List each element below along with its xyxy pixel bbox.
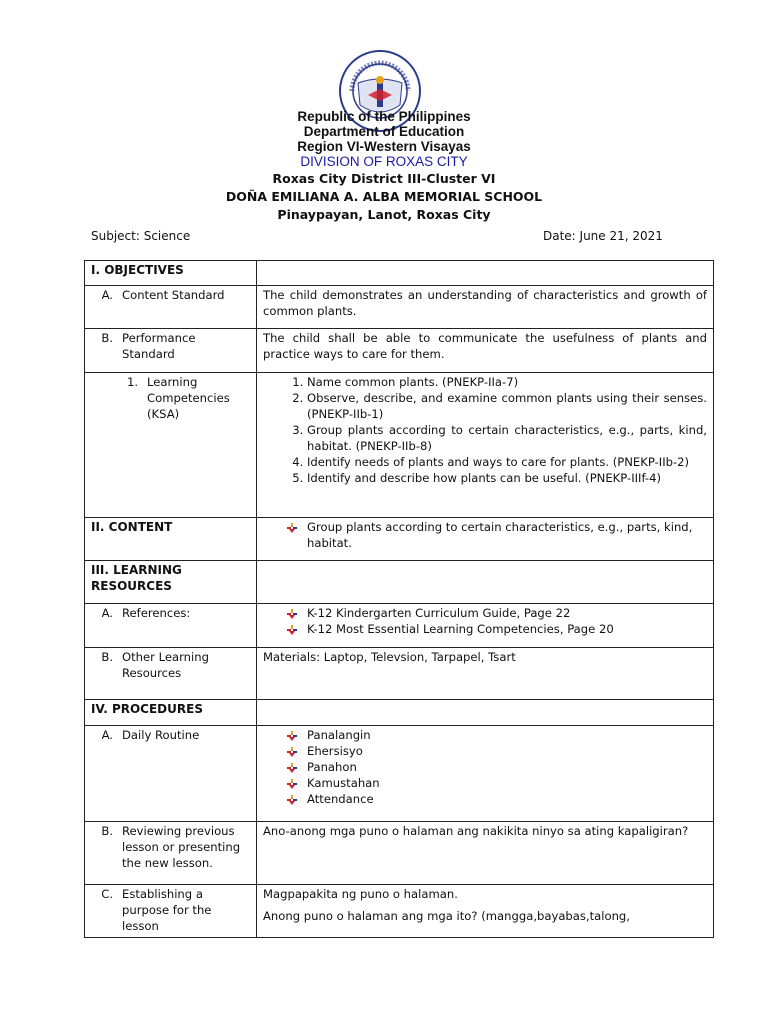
daily-routine-label: Daily Routine: [122, 728, 200, 742]
list-item: Group plants according to certain characteristics, e.g., parts, kind, habitat.: [287, 519, 707, 551]
document-header: [0, 109, 768, 224]
header-division: DIVISION OF ROXAS CITY: [300, 154, 468, 169]
section-resources-title: III. LEARNING RESOURCES: [85, 561, 257, 604]
list-item: 5. Identify and describe how plants can be useful. (PNEKP-IIIf-4): [307, 470, 707, 486]
row-objectives: [85, 261, 714, 286]
reviewing-label: Reviewing previous lesson or presenting the new lesson.: [122, 824, 241, 870]
section-procedures-title: IV. PROCEDURES: [85, 700, 257, 726]
lesson-plan-table: [84, 260, 714, 938]
arrow-bullet-icon: [287, 625, 297, 635]
list-item: Panalangin: [287, 727, 707, 743]
header-republic: Republic of the Philippines: [297, 109, 471, 124]
arrow-bullet-icon: [287, 763, 297, 773]
list-item: Attendance: [287, 791, 707, 807]
row-reviewing: B. Reviewing previous lesson or presenting the new lesson. Ano-anong mga puno o halaman ang nakikita ninyo sa ating kapaligiran?: [85, 822, 714, 885]
arrow-bullet-icon: [287, 747, 297, 757]
header-school: DOÑA EMILIANA A. ALBA MEMORIAL SCHOOL: [225, 189, 543, 204]
performance-standard-text: The child shall be able to communicate the usefulness of plants and practice ways to care for them.: [257, 329, 714, 373]
section-objectives-title: I. OBJECTIVES: [85, 261, 257, 286]
header-department: Department of Education: [303, 124, 465, 139]
arrow-bullet-icon: [287, 731, 297, 741]
row-references: A. References: K-12 Kindergarten Curriculum Guide, Page 22 K-12 Most Essential Learning Competencies, Page 20: [85, 604, 714, 648]
row-learning-resources: [85, 561, 714, 604]
other-resources-label: Other Learning Resources: [122, 650, 209, 680]
header-district: Roxas City District III-Cluster VI: [272, 171, 496, 186]
header-address: Pinaypayan, Lanot, Roxas City: [277, 207, 491, 222]
content-standard-label: Content Standard: [122, 288, 225, 302]
date-label: Date: June 21, 2021: [543, 229, 663, 243]
list-item: 2. Observe, describe, and examine common plants using their senses. (PNEKP-IIb-1): [307, 390, 707, 422]
row-learning-competencies: 1. Learning Competencies (KSA) 1. Name common plants. (PNEKP-IIa-7) 2. Observe, describe, and examine common plants using their senses. (PNEKP-IIb-1) 3. Group plants according to certain characteristics, e.g., parts, kind, habitat. (PNEKP-IIb-8) 4. Identify needs of plants and ways to care for plants. (PNEKP-IIb-2) 5. Identify and describe how plants can be useful. (PNEKP-IIIf-4): [85, 373, 714, 518]
establishing-text-2: Anong puno o halaman ang mga ito? (mangga,bayabas,talong,: [263, 909, 630, 923]
other-resources-text: Materials: Laptop, Televsion, Tarpapel, Tsart: [257, 648, 714, 700]
arrow-bullet-icon: [287, 779, 297, 789]
arrow-bullet-icon: [287, 609, 297, 619]
list-item: K-12 Kindergarten Curriculum Guide, Page 22: [287, 605, 707, 621]
list-item: 4. Identify needs of plants and ways to care for plants. (PNEKP-IIb-2): [307, 454, 707, 470]
list-item: 3. Group plants according to certain characteristics, e.g., parts, kind, habitat. (PNEKP-IIb-8): [307, 422, 707, 454]
references-label: References:: [122, 606, 191, 620]
subject-label: Subject: Science: [91, 229, 191, 243]
row-procedures: [85, 700, 714, 726]
header-region: Region VI-Western Visayas: [297, 139, 471, 154]
performance-standard-label: Performance Standard: [122, 331, 196, 361]
row-performance-standard: B. Performance Standard The child shall be able to communicate the usefulness of plants and practice ways to care for them.: [85, 329, 714, 373]
content-standard-text: The child demonstrates an understanding of characteristics and growth of common plants.: [257, 286, 714, 329]
row-establishing-purpose: C. Establishing a purpose for the lesson Magpapakita ng puno o halaman. Anong puno o halaman ang mga ito? (mangga,bayabas,talong,: [85, 885, 714, 938]
learning-competencies-label: Learning Competencies (KSA): [147, 375, 230, 421]
competencies-list: [263, 374, 707, 486]
row-content: [85, 518, 714, 561]
row-content-standard: A. Content Standard The child demonstrates an understanding of characteristics and growth of common plants.: [85, 286, 714, 329]
section-content-title: II. CONTENT: [85, 518, 257, 561]
row-daily-routine: A. Daily Routine Panalangin Ehersisyo Panahon Kamustahan Attendance: [85, 726, 714, 822]
list-item: Kamustahan: [287, 775, 707, 791]
list-item: Ehersisyo: [287, 743, 707, 759]
row-other-resources: B. Other Learning Resources Materials: Laptop, Televsion, Tarpapel, Tsart: [85, 648, 714, 700]
list-item: Panahon: [287, 759, 707, 775]
establishing-purpose-label: Establishing a purpose for the lesson: [122, 887, 212, 933]
list-item: K-12 Most Essential Learning Competencies, Page 20: [287, 621, 707, 637]
establishing-text-1: Magpapakita ng puno o halaman.: [263, 887, 458, 901]
reviewing-text: Ano-anong mga puno o halaman ang nakikita ninyo sa ating kapaligiran?: [257, 822, 714, 885]
arrow-bullet-icon: [287, 523, 297, 533]
arrow-bullet-icon: [287, 795, 297, 805]
list-item: 1. Name common plants. (PNEKP-IIa-7): [307, 374, 707, 390]
